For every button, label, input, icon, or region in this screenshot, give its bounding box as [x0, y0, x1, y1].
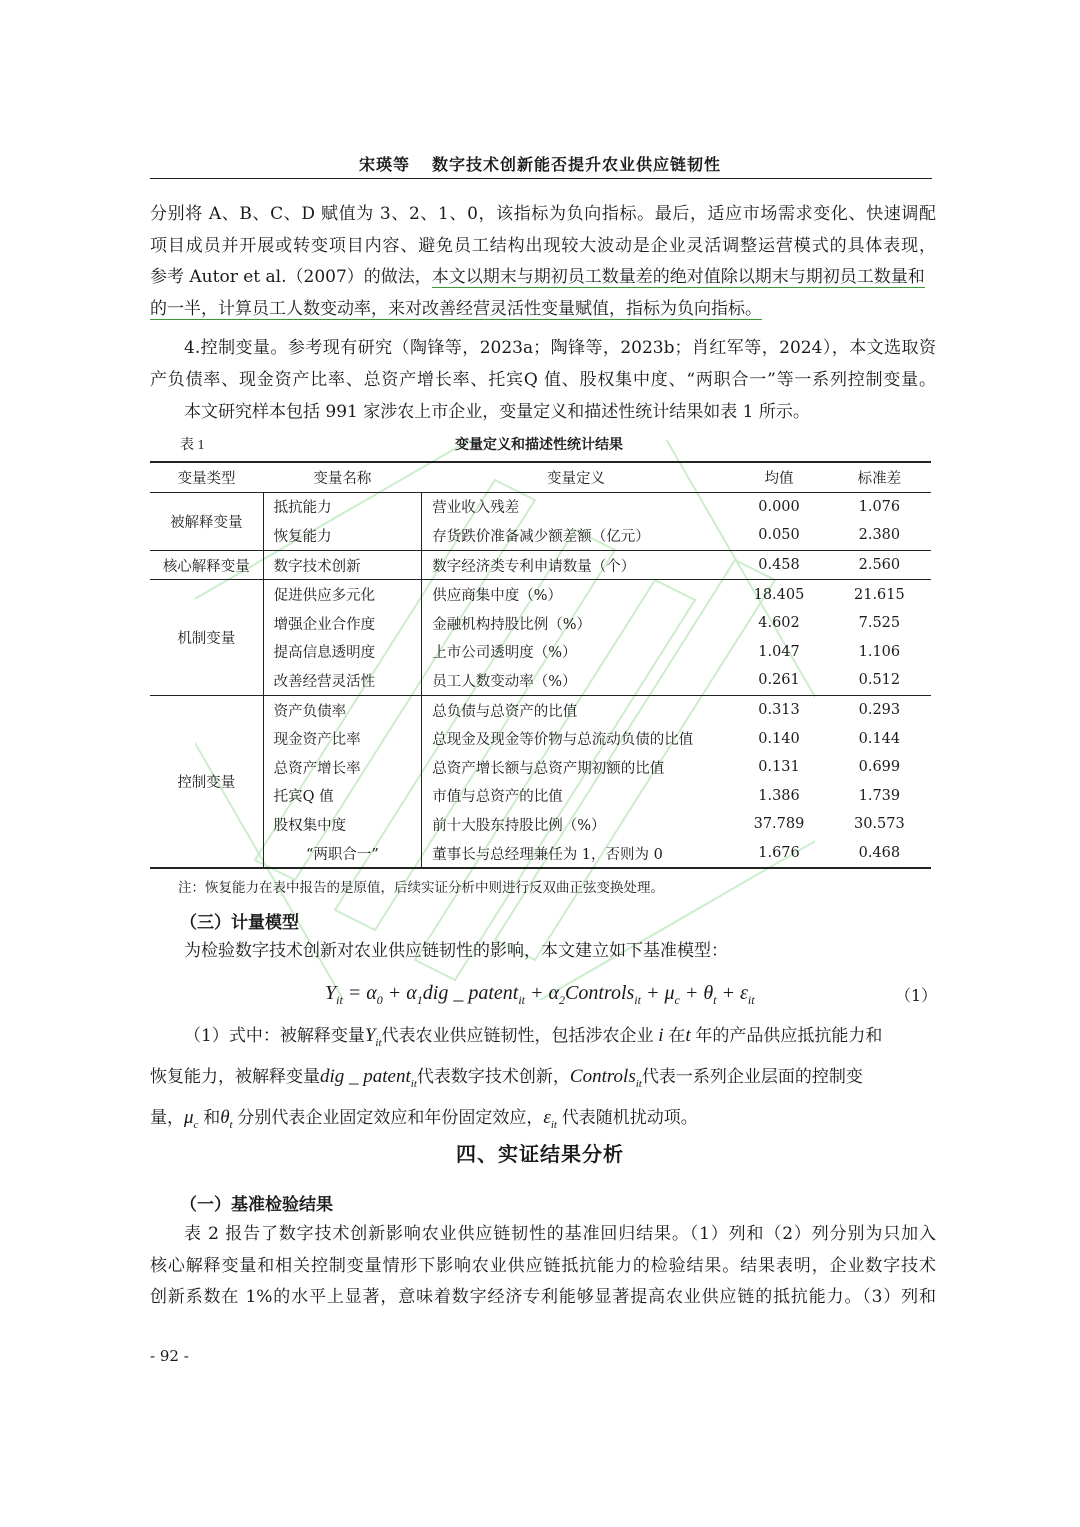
equation-number: （1） — [895, 986, 938, 1005]
table-row — [150, 782, 931, 811]
table-cell: 资产负债率 — [263, 695, 422, 724]
table-cell: 数字经济类专利申请数量（个） — [422, 550, 731, 580]
paragraph-sample — [150, 397, 936, 429]
table-cell: 30.573 — [854, 816, 905, 833]
table-cell: 2.560 — [828, 550, 931, 580]
math-symbol: $\varepsilon_{it}$ — [543, 1106, 557, 1131]
table-cell: 总资产增长率 — [263, 753, 422, 782]
table-cell: 供应商集中度（%） — [432, 588, 562, 605]
text-fragment: 年的产品供应抵抗能力和 — [695, 1026, 883, 1046]
paragraph-baseline-results — [150, 1219, 936, 1314]
group-cell: 控制变量 — [150, 695, 263, 868]
math-symbol: t — [685, 1025, 696, 1046]
paragraph-control-variables — [150, 333, 936, 396]
table-cell: 1.386 — [758, 787, 800, 804]
text-fragment: 代表农业供应链韧性，包括涉农企业 — [381, 1026, 654, 1046]
table-cell: 0.261 — [730, 666, 828, 695]
page-number: - 92 - — [150, 1347, 189, 1365]
text-fragment: 代表一系列企业层面的控制变 — [641, 1066, 863, 1087]
group-cell: 核心解释变量 — [150, 550, 263, 580]
table-cell: 数字技术创新 — [263, 550, 422, 580]
paragraph-measure-flexibility — [150, 199, 936, 325]
highlighted-text: 的一半，计算员工人数变动率，来对改善经营灵活性变量赋值，指标为负向指标。 — [150, 298, 762, 319]
math-symbol: i — [653, 1025, 669, 1046]
group-cell: 被解释变量 — [150, 492, 263, 550]
section-heading-baseline: （一）基准检验结果 — [180, 1195, 333, 1215]
paragraph-model-explanation — [150, 1019, 936, 1141]
table-cell: 董事长与总经理兼任为 1，否则为 0 — [422, 839, 731, 869]
table-cell: 1.106 — [858, 643, 901, 660]
text-fragment: 和 — [203, 1107, 221, 1128]
table-cell: 7.525 — [858, 615, 901, 632]
table-cell: 1.739 — [858, 787, 901, 804]
table-cell: 总负债与总资产的比值 — [432, 703, 578, 720]
table-cell: 0.050 — [730, 521, 828, 550]
table-row — [150, 492, 931, 521]
table-cell: 1.076 — [858, 498, 901, 515]
text-fragment: 参考 Autor et al.（2007）的做法， — [150, 267, 432, 287]
table-cell: 0.699 — [858, 759, 901, 776]
text-line — [150, 262, 936, 294]
variable-table — [150, 461, 931, 869]
table-cell: 0.140 — [758, 730, 800, 747]
table-cell: 存货跌价准备减少额差额（亿元） — [422, 521, 731, 550]
group-cell: 机制变量 — [150, 580, 263, 695]
table-cell: 0.458 — [730, 550, 828, 580]
table-row — [150, 666, 931, 695]
math-symbol: $\mu_c$ — [184, 1106, 199, 1131]
table-cell: 市值与总资产的比值 — [432, 789, 563, 806]
text-line: 分别将 A、B、C、D 赋值为 3、2、1、0，该指标为负向指标。最后，适应市场需求变化、快速调配 — [150, 204, 936, 224]
text-line: 为检验数字技术创新对农业供应链韧性的影响，本文建立如下基准模型： — [184, 941, 728, 961]
table-cell: 0.131 — [758, 759, 800, 776]
text-line: 创新系数在 1%的水平上显著，意味着数字经济专利能够显著提高农业供应链的抵抗能力。（3）列和 — [150, 1287, 936, 1307]
table-cell: 抵抗能力 — [263, 492, 422, 521]
text-fragment: 量， — [150, 1107, 184, 1128]
text-line — [150, 1019, 936, 1060]
table-cell: 18.405 — [753, 586, 805, 603]
table-row — [150, 753, 931, 782]
table-row — [150, 724, 931, 753]
header-rule — [150, 178, 932, 179]
text-line: 本文研究样本包括 991 家涉农上市企业，变量定义和描述性统计结果如表 1 所示。 — [184, 402, 810, 422]
section-title: 四、实证结果分析 — [456, 1142, 624, 1166]
table-cell: 1.047 — [758, 643, 800, 660]
text-fragment: 恢复能力，被解释变量 — [150, 1066, 320, 1087]
text-line: 项目成员并开展或转变项目内容、避免员工结构出现较大波动是企业灵活调整运营模式的具体表现， — [150, 235, 936, 256]
text-fragment: 代表数字技术创新， — [416, 1066, 570, 1087]
table-row — [150, 810, 931, 839]
paragraph-model-intro — [150, 936, 936, 968]
header-cell: 均值 — [730, 462, 828, 492]
table-row — [150, 695, 931, 724]
table-cell: 0.468 — [828, 839, 931, 869]
text-line: 核心解释变量和相关控制变量情形下影响农业供应链抵抗能力的检验结果。结果表明，企业数字技术 — [150, 1255, 936, 1276]
table-cell: 改善经营灵活性 — [263, 666, 422, 695]
running-header — [150, 152, 930, 175]
table-cell: “两职合一” — [263, 839, 422, 869]
math-symbol: Controls$_{it}$ — [569, 1065, 642, 1090]
header-cell: 变量类型 — [150, 462, 263, 492]
highlighted-text: 本文以期末与期初员工数量差的绝对值除以期末与期初员工数量和 — [431, 267, 925, 287]
header-title: 数字技术创新能否提升农业供应链韧性 — [432, 155, 722, 174]
table-caption: 变量定义和描述性统计结果 — [455, 437, 623, 453]
math-symbol: $\theta_t$ — [220, 1106, 233, 1131]
text-line: 4.控制变量。参考现有研究（陶锋等，2023a；陶锋等，2023b；肖红军等，2024），本文选取资 — [184, 338, 936, 358]
text-fragment: 分别代表企业固定效应和年份固定效应， — [237, 1107, 544, 1128]
text-line — [150, 1101, 936, 1142]
table-cell: 现金资产比率 — [263, 724, 422, 753]
math-symbol: dig _ patent$_{it}$ — [320, 1065, 417, 1090]
table-cell: 营业收入残差 — [432, 500, 520, 517]
text-line: 产负债率、现金资产比率、总资产增长率、托宾Q 值、股权集中度、“两职合一”等一系列控制变量。 — [150, 369, 936, 390]
table-cell: 4.602 — [758, 615, 800, 632]
table-cell: 0.000 — [758, 498, 800, 515]
header-cell: 变量名称 — [263, 462, 422, 492]
table-header-row — [150, 462, 931, 492]
text-fragment: （1）式中：被解释变量 — [184, 1026, 365, 1046]
table-cell: 金融机构持股比例（%） — [432, 616, 591, 633]
table-row — [150, 839, 931, 869]
table-cell: 2.380 — [828, 521, 931, 550]
table-cell: 0.293 — [858, 702, 901, 719]
table-row — [150, 580, 931, 609]
table-cell: 增强企业合作度 — [263, 609, 422, 638]
table-cell: 总现金及现金等价物与总流动负债的比值 — [432, 732, 694, 749]
text-fragment: 在 — [668, 1026, 686, 1046]
table-cell: 1.676 — [730, 839, 828, 869]
table-row — [150, 550, 931, 580]
text-line — [150, 294, 936, 326]
table-cell: 0.512 — [828, 666, 931, 695]
text-line: 表 2 报告了数字技术创新影响农业供应链韧性的基准回归结果。（1）列和（2）列分别为只加入 — [184, 1224, 936, 1244]
table-cell: 股权集中度 — [263, 810, 422, 839]
table-row — [150, 521, 931, 550]
table-cell: 0.144 — [858, 730, 901, 747]
table-cell: 托宾Q 值 — [263, 782, 422, 811]
table-row — [150, 609, 931, 638]
table-cell: 员工人数变动率（%） — [422, 666, 731, 695]
section-heading-model: （三）计量模型 — [180, 913, 299, 933]
equation-baseline: $Y_{it} = \alpha_0 + \alpha_1dig$ _ patent$_{it}$ + $\alpha_2Controls_{it} + \mu_c + \theta_t + \varepsilon_{it}$ — [325, 982, 755, 1007]
table-cell: 促进供应多元化 — [263, 580, 422, 609]
table-note: 注：恢复能力在表中报告的是原值，后续实证分析中则进行反双曲正弦变换处理。 — [178, 880, 664, 896]
table-cell: 提高信息透明度 — [263, 638, 422, 667]
header-authors: 宋瑛等 — [358, 155, 410, 174]
table-cell: 21.615 — [854, 586, 905, 603]
header-cell: 变量定义 — [422, 462, 731, 492]
table-row — [150, 638, 931, 667]
text-line — [150, 1060, 936, 1101]
header-cell: 标准差 — [828, 462, 931, 492]
table-cell: 前十大股东持股比例（%） — [432, 817, 606, 834]
table-label: 表 1 — [180, 438, 205, 453]
table-cell: 0.313 — [758, 702, 800, 719]
math-symbol: $Y_{it}$ — [364, 1025, 382, 1049]
table-cell: 恢复能力 — [263, 521, 422, 550]
table-cell: 上市公司透明度（%） — [432, 645, 577, 662]
table-cell: 37.789 — [753, 816, 805, 833]
table-cell: 总资产增长额与总资产期初额的比值 — [432, 760, 665, 777]
text-fragment: 代表随机扰动项。 — [561, 1107, 698, 1128]
